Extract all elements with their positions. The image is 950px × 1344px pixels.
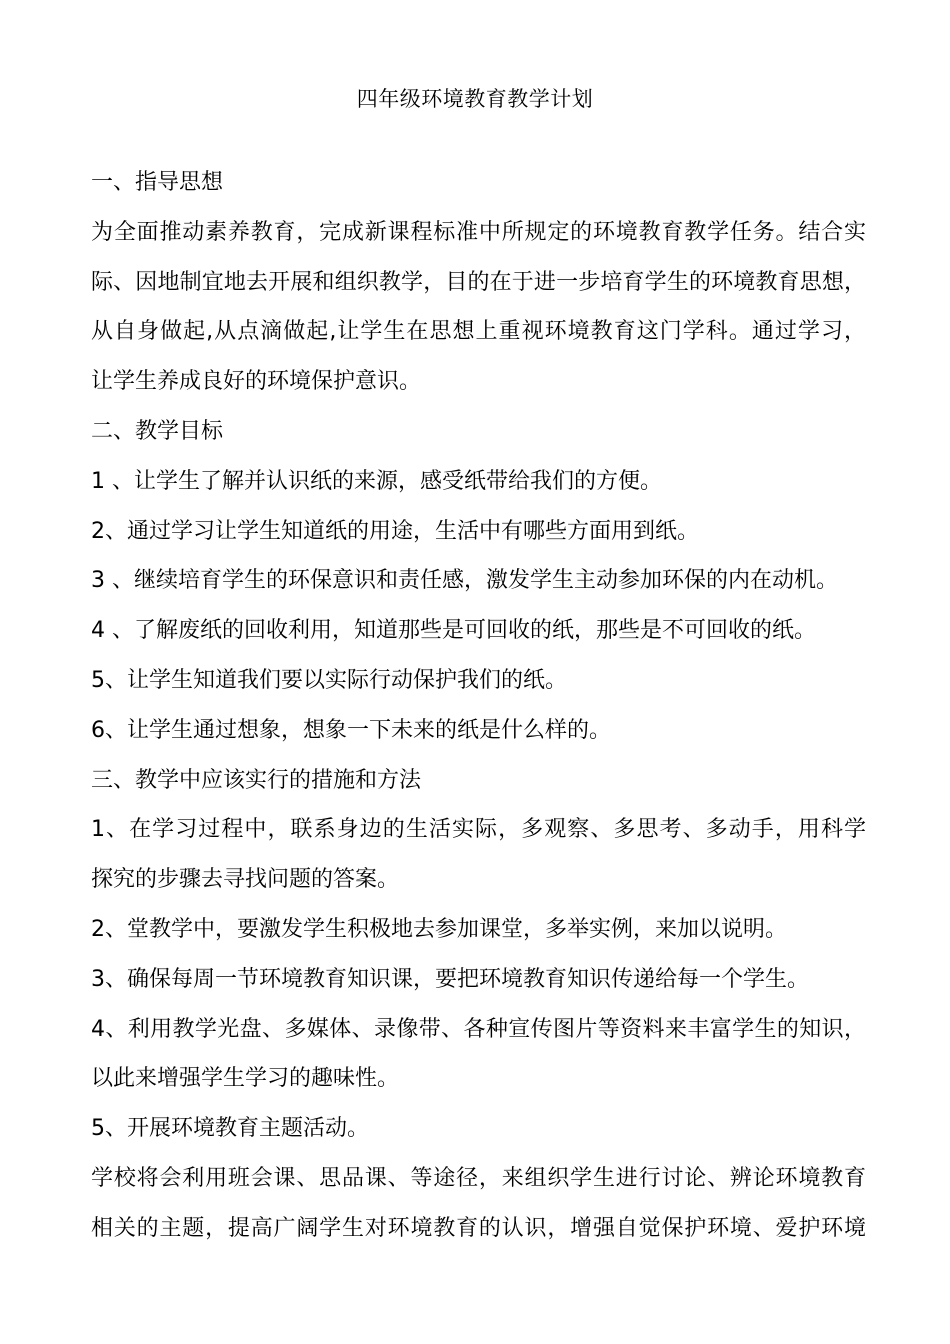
measure-item-3: 3、确保每周一节环境教育知识课，要把环境教育知识传递给每一个学生。 bbox=[91, 966, 809, 992]
goal-item-3: 3 、继续培育学生的环保意识和责任感，激发学生主动参加环保的内在动机。 bbox=[91, 568, 838, 594]
measure-item-1-cont: 探究的步骤去寻找问题的答案。 bbox=[91, 867, 400, 893]
goal-item-6: 6、让学生通过想象，想象一下未来的纸是什么样的。 bbox=[91, 717, 611, 743]
measure-item-4: 4、利用教学光盘、多媒体、录像带、各种宣传图片等资料来丰富学生的知识， bbox=[91, 1016, 866, 1042]
paragraph-line: 学校将会利用班会课、思品课、等途径，来组织学生进行讨论、辨论环境教育 bbox=[91, 1165, 866, 1191]
measure-item-2: 2、堂教学中，要激发学生积极地去参加课堂，多举实例，来加以说明。 bbox=[91, 916, 787, 942]
goal-item-2: 2、通过学习让学生知道纸的用途，生活中有哪些方面用到纸。 bbox=[91, 518, 699, 544]
measure-item-4-cont: 以此来增强学生学习的趣味性。 bbox=[91, 1066, 400, 1092]
paragraph-line: 让学生养成良好的环境保护意识。 bbox=[91, 369, 422, 395]
paragraph-line: 从自身做起,从点滴做起,让学生在思想上重视环境教育这门学科。通过学习， bbox=[91, 319, 866, 345]
section-heading-measures: 三、教学中应该实行的措施和方法 bbox=[91, 767, 422, 793]
section-heading-guiding-ideology: 一、指导思想 bbox=[91, 170, 224, 195]
document-body bbox=[91, 158, 866, 1254]
document-title: 四年级环境教育教学计划 bbox=[356, 87, 594, 111]
paragraph-line: 相关的主题，提高广阔学生对环境教育的认识，增强自觉保护环境、爱护环境 bbox=[91, 1215, 866, 1241]
goal-item-5: 5、让学生知道我们要以实际行动保护我们的纸。 bbox=[91, 667, 567, 693]
measure-item-1: 1、在学习过程中，联系身边的生活实际，多观察、多思考、多动手，用科学 bbox=[91, 817, 866, 843]
goal-item-1: 1 、让学生了解并认识纸的来源，感受纸带给我们的方便。 bbox=[91, 468, 662, 494]
section-heading-teaching-goals: 二、教学目标 bbox=[91, 418, 224, 444]
paragraph-line: 际、因地制宜地去开展和组织教学，目的在于进一步培育学生的环境教育思想， bbox=[91, 269, 866, 295]
paragraph-line: 为全面推动素养教育，完成新课程标准中所规定的环境教育教学任务。结合实 bbox=[91, 219, 866, 245]
goal-item-4: 4 、了解废纸的回收利用，知道那些是可回收的纸，那些是不可回收的纸。 bbox=[91, 618, 816, 644]
measure-item-5: 5、开展环境教育主题活动。 bbox=[91, 1116, 369, 1142]
